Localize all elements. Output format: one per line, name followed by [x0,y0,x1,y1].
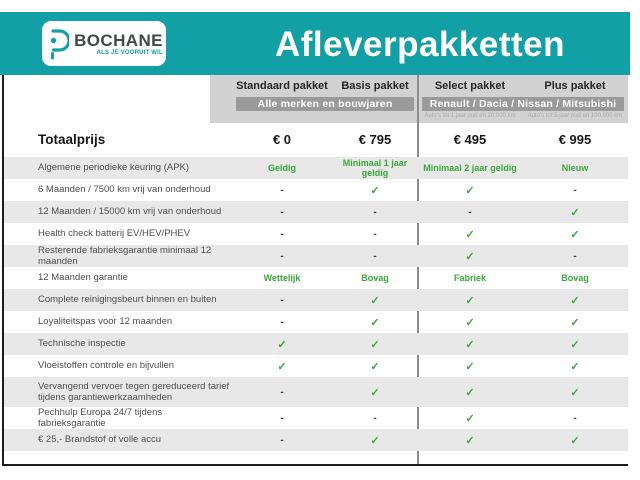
package-title-standaard: Standaard pakket [236,80,328,92]
check-icon: ✓ [465,434,475,447]
feature-row [4,333,628,355]
feature-row [4,407,628,429]
price-plus: € 995 [558,131,592,147]
feature-label: € 25,- Brandstof of volle accu [38,434,162,446]
check-icon: ✓ [465,250,475,263]
check-icon: ✓ [570,294,580,307]
feature-value: Minimaal 2 jaar geldig [423,163,517,173]
check-icon: ✓ [465,228,475,241]
feature-label: 6 Maanden / 7500 km vrij van onderhoud [38,184,211,196]
check-icon: ✓ [370,316,380,329]
check-icon: ✓ [370,434,380,447]
package-title-basis: Basis pakket [341,80,409,92]
check-icon: ✓ [370,360,380,373]
banner-all-brands: Alle merken en bouwjaren [236,97,414,111]
price-select: € 495 [453,131,487,147]
feature-label: Technische inspectie [38,338,126,350]
check-icon: ✓ [370,386,380,399]
feature-label: Algemene periodieke keuring (APK) [38,162,190,174]
feature-value: Nieuw [561,163,589,173]
check-icon: ✓ [570,228,580,241]
feature-label: Vervangend vervoer tegen gereduceerd tarief tijdens garantiewerkzaamheden [38,380,230,403]
check-icon: ✓ [465,184,475,197]
price-basis: € 795 [358,131,392,147]
comparison-table [2,75,628,466]
package-title-select: Select pakket [434,80,506,92]
dash-mark: - [373,412,377,424]
dash-mark: - [373,206,377,218]
dash-mark: - [280,206,284,218]
feature-row [4,157,628,179]
feature-row [4,377,628,407]
check-icon: ✓ [465,412,475,425]
dash-mark: - [373,250,377,262]
feature-row [4,223,628,245]
check-icon: ✓ [570,206,580,219]
brand-text [74,32,163,56]
feature-value: Fabriek [453,273,486,283]
check-icon: ✓ [570,434,580,447]
feature-label: Pechhulp Europa 24/7 tijdens fabrieksgarantie [38,406,163,429]
check-icon: ✓ [465,294,475,307]
check-icon: ✓ [570,360,580,373]
feature-rows [4,157,628,451]
dash-mark: - [280,294,284,306]
feature-value: Wettelijk [263,273,301,283]
feature-value: Minimaal 1 jaar geldig [342,158,408,178]
package-title-plus: Plus pakket [544,80,606,92]
feature-row [4,267,628,289]
check-icon: ✓ [465,386,475,399]
feature-value: Bovag [361,273,389,283]
check-icon: ✓ [570,316,580,329]
feature-label: 12 Maanden / 15000 km vrij van onderhoud [38,206,222,218]
feature-row [4,429,628,451]
header-band [0,12,630,75]
feature-value: Geldig [267,163,296,173]
dash-mark: - [280,184,284,196]
feature-label: Health check batterij EV/HEV/PHEV [38,228,191,240]
feature-row [4,245,628,267]
check-icon: ✓ [277,360,287,373]
total-price-label: Totaalprijs [38,131,106,147]
dash-mark: - [280,434,284,446]
dash-mark: - [573,412,577,424]
dash-mark: - [280,250,284,262]
feature-label: Vloeistoffen controle en bijvullen [38,360,175,372]
feature-label: Loyaliteitspas voor 12 maanden [38,316,173,328]
dash-mark: - [280,386,284,398]
package-note-plus: Auto's tot 5 jaar oud en 100.000 km [527,113,623,119]
feature-label: Complete reinigingsbeurt binnen en buiten [38,294,217,306]
dash-mark: - [573,250,577,262]
check-icon: ✓ [570,338,580,351]
feature-label: 12 Maanden garantie [38,272,128,284]
feature-value: Bovag [561,273,589,283]
feature-label: Resterende fabrieksgarantie minimaal 12 maanden [38,244,212,267]
feature-row [4,355,628,377]
page-title: Afleverpakketten [274,25,566,64]
bochane-icon [45,27,69,61]
check-icon: ✓ [465,338,475,351]
package-note-select: Auto's tot 1 jaar oud en 20.000 km [424,113,516,119]
banner-brands: Renault / Dacia / Nissan / Mitsubishi [422,97,624,111]
brand-name: BOCHANE [74,30,163,50]
feature-row [4,311,628,333]
check-icon: ✓ [465,316,475,329]
feature-row [4,179,628,201]
dash-mark: - [280,412,284,424]
price-standaard: € 0 [272,131,292,147]
brand-logo [42,21,166,66]
check-icon: ✓ [465,360,475,373]
dash-mark: - [573,184,577,196]
check-icon: ✓ [370,294,380,307]
feature-row [4,289,628,311]
dash-mark: - [280,228,284,240]
total-price-row [4,123,628,155]
dash-mark: - [468,206,472,218]
dash-mark: - [280,316,284,328]
check-icon: ✓ [570,386,580,399]
dash-mark: - [373,228,377,240]
feature-row [4,201,628,223]
check-icon: ✓ [370,338,380,351]
brand-tagline: ALS JE VOORUIT WIL [96,49,163,56]
check-icon: ✓ [370,184,380,197]
check-icon: ✓ [277,338,287,351]
